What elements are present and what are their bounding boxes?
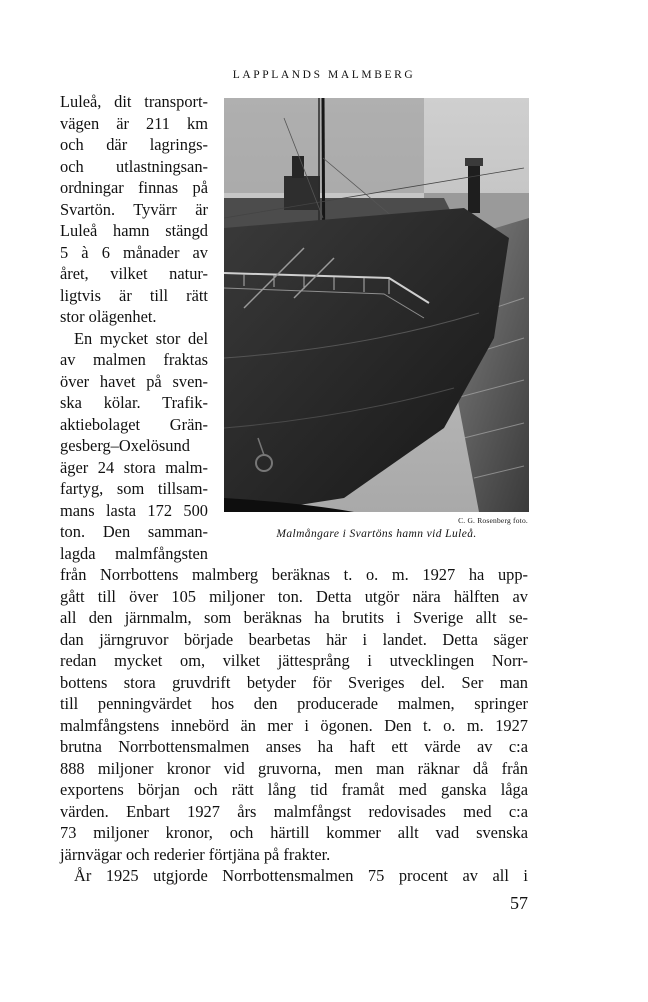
column-text-line: året, vilket natur- (60, 264, 208, 283)
body-text-line: järnvägar och rederier förtjäna på frakter. (60, 844, 331, 864)
column-text-line: Luleå hamn stängd (60, 221, 208, 240)
page-number: 57 (510, 893, 528, 913)
photo-credit: C. G. Rosenberg foto. (458, 516, 528, 525)
column-text-line: av malmen fraktas (60, 350, 208, 369)
column-text-line: fartyg, som tillsam- (60, 479, 208, 498)
body-text-line: redan mycket om, vilket jättesprång i utvecklingen Norr- (60, 651, 528, 670)
body-text-line: all den järnmalm, som beräknas ha brutits i Sverige allt se- (60, 608, 528, 627)
column-text-line: och utlastningsan- (60, 156, 208, 176)
body-text-line: malmfångstens innebörd än mer i ögonen. Den t. o. m. 1927 (60, 715, 528, 735)
column-text-line: över havet på sven- (60, 371, 208, 391)
column-text-line: ska kölar. Trafik- (60, 393, 208, 412)
column-text-line: stor olägenhet. (60, 307, 157, 326)
body-text-line: bottens stora gruvdrift betyder för Sveriges del. Ser man (60, 672, 528, 692)
column-text-line: ton. Den samman- (60, 522, 208, 541)
column-text-line: aktiebolaget Grän- (60, 414, 208, 434)
column-text-line: Luleå, dit transport- (60, 92, 208, 111)
ore-ship-photo (224, 98, 529, 512)
column-text-line: mans lasta 172 500 (60, 500, 208, 520)
column-text-line: och där lagrings- (60, 135, 208, 154)
column-text-line: Svartön. Tyvärr är (60, 199, 208, 219)
column-text-line: gesberg–Oxelösund (60, 436, 190, 455)
body-text-line: År 1925 utgjorde Norrbottensmalmen 75 procent av all i (74, 866, 528, 885)
column-text-line: lagda malmfångsten (60, 543, 208, 563)
body-text-line: från Norrbottens malmberg beräknas t. o. m. 1927 ha upp- (60, 565, 528, 584)
column-text-line: äger 24 stora malm- (60, 457, 208, 477)
column-text-line: 5 à 6 månader av (60, 242, 208, 262)
column-text-line: ligtvis är till rätt (60, 285, 208, 305)
column-text-line: ordningar finnas på (60, 178, 208, 197)
body-text-line: till penningvärdet hos den producerade malmen, springer (60, 694, 528, 713)
body-text-line: dan järngruvor började bearbetas här i landet. Detta säger (60, 629, 528, 649)
column-text-line: En mycket stor del (74, 328, 208, 348)
body-text-line: brutna Norrbottensmalmen anses ha haft ett värde av c:a (60, 737, 528, 756)
column-text-line: vägen är 211 km (60, 113, 208, 133)
body-text-line: 888 miljoner kronor vid gruvorna, men man räknar då från (60, 758, 528, 778)
body-text-line: exportens början och rätt lång tid framåt med ganska låga (60, 780, 528, 799)
running-head: LAPPLANDS MALMBERG (232, 69, 416, 81)
body-text-line: gått till över 105 miljoner ton. Detta utgör nära hälften av (60, 586, 528, 606)
body-text-line: värden. Enbart 1927 års malmfångst redovisades med c:a (60, 801, 528, 821)
photo-caption: Malmångare i Svartöns hamn vid Luleå. (276, 528, 477, 540)
body-text-line: 73 miljoner kronor, och härtill kommer allt vad svenska (60, 823, 528, 842)
